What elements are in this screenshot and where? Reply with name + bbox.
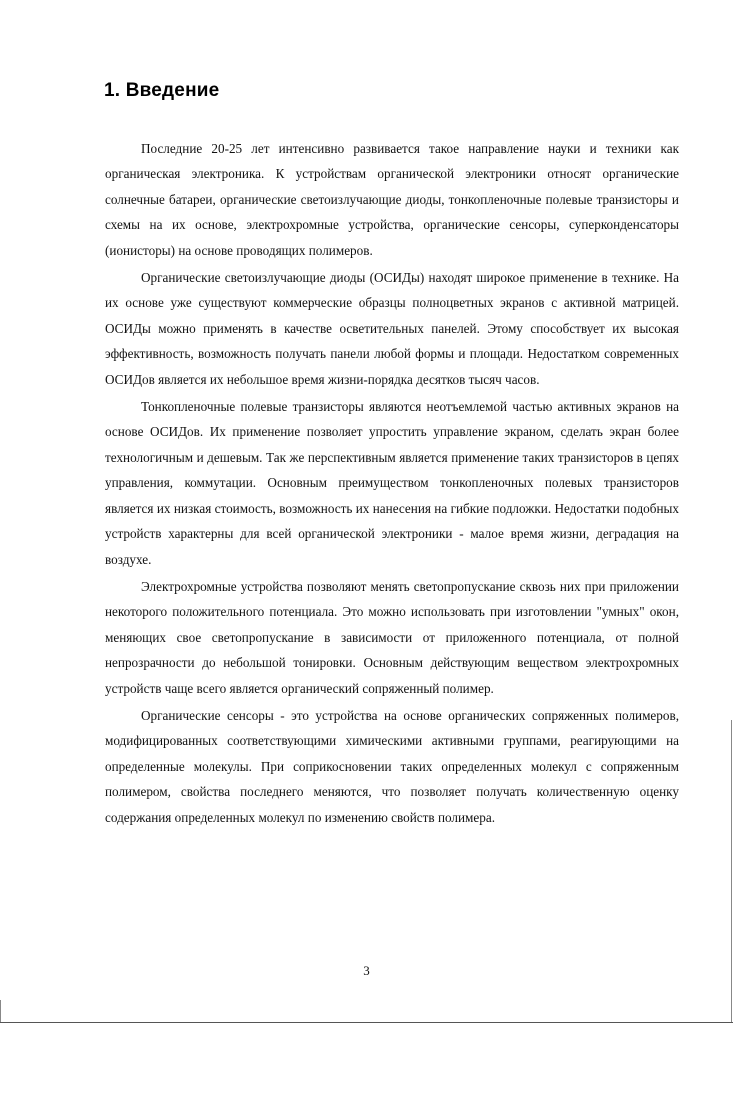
section-heading: 1. Введение	[104, 80, 220, 101]
page-border-right	[731, 720, 732, 1022]
page-number: 3	[363, 963, 370, 978]
body-text	[105, 136, 679, 830]
page-border-left	[0, 1000, 1, 1022]
paragraph-oled: Органические светоизлучающие диоды (ОСИДы) находят широкое применение в технике. На их основе уже существуют коммерческие образцы полноцветных экранов с активной матрицей. ОСИДы можно применять в качестве осветительных панелей. Этому способствует их высокая эффективность, возможность получать панели любой формы и площади. Недостатком современных ОСИДов является их небольшое время жизни-порядка десятков тысяч часов.	[105, 270, 679, 387]
page-border-bottom	[0, 1022, 733, 1023]
paragraph-sensors: Органические сенсоры - это устройства на основе органических сопряженных полимеров, модифицированных соответствующими химическими активными группами, реагирующими на определенные молекулы. При соприкосновении таких определенных молекул с сопряженным полимером, свойства последнего меняются, что позволяет получать количественную оценку содержания определенных молекул по изменению свойств полимера.	[105, 707, 679, 825]
paragraph-transistors: Тонкопленочные полевые транзисторы являются неотъемлемой частью активных экранов на основе ОСИДов. Их применение позволяет упростить управление экраном, сделать экран более технологичным и дешевым. Так же перспективным является применение таких транзисторов в цепях управления, коммутации. Основным преимуществом тонкопленочных полевых транзисторов является их низкая стоимость, возможность их нанесения на гибкие подложки. Недостатки подобных устройств характерны для всей органической электроники - малое время жизни, деградация на воздухе.	[105, 399, 679, 567]
paragraph-introduction: Последние 20-25 лет интенсивно развивается такое направление науки и техники как органическая электроника. К устройствам органической электроники относят органические солнечные батареи, органические светоизлучающие диоды, тонкопленочные полевые транзисторы и схемы на их основе, электрохромные устройства, органические сенсоры, суперконденсаторы (ионисторы) на основе проводящих полимеров.	[105, 141, 679, 258]
paragraph-electrochromic: Электрохромные устройства позволяют менять светопропускание сквозь них при приложении некоторого положительного потенциала. Это можно использовать при изготовлении "умных" окон, меняющих свое светопропускание в зависимости от приложенного потенциала, от полной непрозрачности до небольшой тонировки. Основным действующим веществом электрохромных устройств чаще всего является органический сопряженный полимер.	[105, 578, 679, 696]
